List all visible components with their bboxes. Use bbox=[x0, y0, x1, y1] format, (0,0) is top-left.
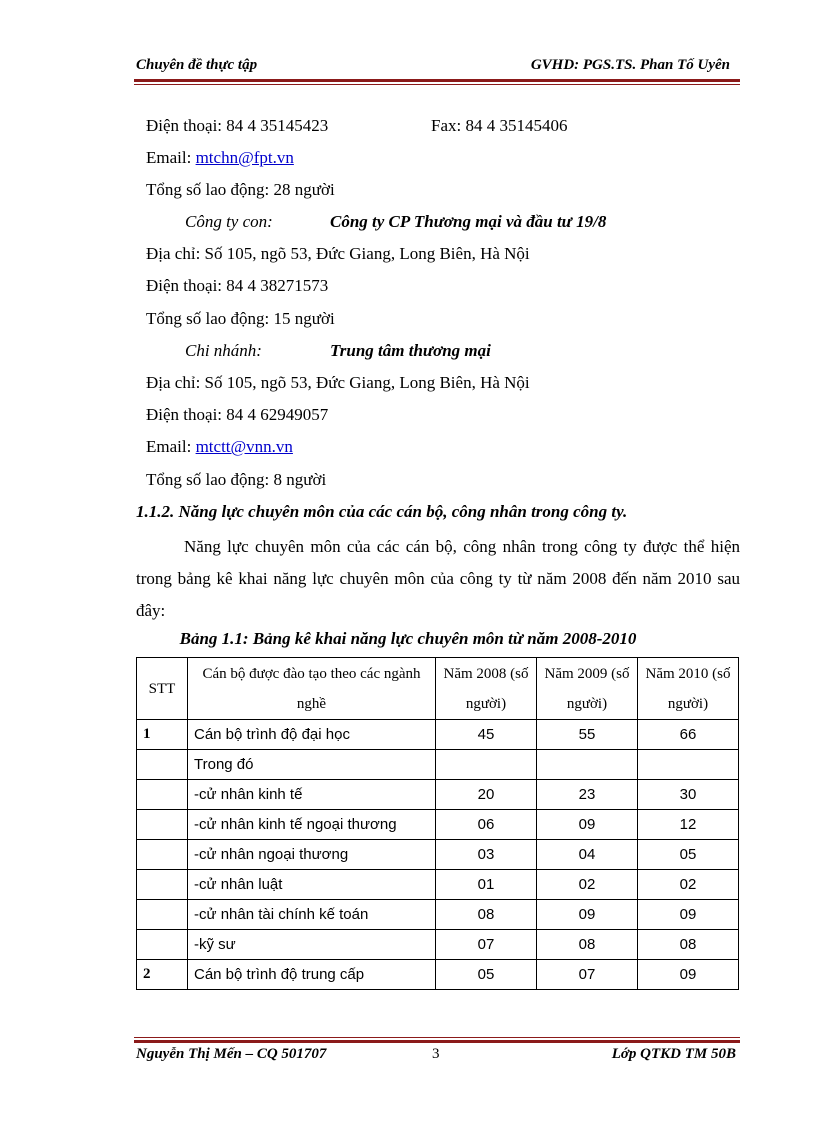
cell-stt bbox=[137, 870, 188, 900]
cell-2009: 09 bbox=[537, 900, 638, 930]
cell-2010 bbox=[638, 750, 739, 780]
cell-name: Cán bộ trình độ trung cấp bbox=[188, 960, 436, 990]
header-2009: Năm 2009 (số người) bbox=[537, 658, 638, 720]
cell-2010: 12 bbox=[638, 810, 739, 840]
cell-stt: 1 bbox=[137, 720, 188, 750]
table-header-row bbox=[137, 658, 739, 720]
cell-2009 bbox=[537, 750, 638, 780]
cell-name: -cử nhân kinh tế bbox=[188, 780, 436, 810]
section-paragraph bbox=[136, 531, 740, 627]
address-line-2: Địa chỉ: Số 105, ngõ 53, Đức Giang, Long Biên, Hà Nội bbox=[146, 373, 530, 392]
email-label-2: Email: bbox=[146, 437, 192, 456]
cell-2008: 05 bbox=[436, 960, 537, 990]
cell-2010: 05 bbox=[638, 840, 739, 870]
staff-line-3: Tổng số lao động: 8 người bbox=[146, 470, 327, 489]
cell-2009: 07 bbox=[537, 960, 638, 990]
header-name: Cán bộ được đào tạo theo các ngành nghề bbox=[188, 658, 436, 720]
staff-line-2: Tổng số lao động: 15 người bbox=[146, 309, 335, 328]
cell-name: Trong đó bbox=[188, 750, 436, 780]
table-row bbox=[137, 870, 739, 900]
section-heading: 1.1.2. Năng lực chuyên môn của các cán bộ, công nhân trong công ty. bbox=[136, 502, 628, 521]
footer-rule-thin bbox=[134, 1037, 740, 1038]
cell-2008: 07 bbox=[436, 930, 537, 960]
table-row bbox=[137, 900, 739, 930]
cell-stt: 2 bbox=[137, 960, 188, 990]
fax-line: Fax: 84 4 35145406 bbox=[431, 116, 568, 135]
cell-2008: 01 bbox=[436, 870, 537, 900]
table-row bbox=[137, 930, 739, 960]
address-line-1: Địa chỉ: Số 105, ngõ 53, Đức Giang, Long Biên, Hà Nội bbox=[146, 244, 530, 263]
branch-label: Chi nhánh: bbox=[185, 341, 262, 360]
cell-2009: 04 bbox=[537, 840, 638, 870]
header-stt: STT bbox=[137, 658, 188, 720]
cell-2009: 23 bbox=[537, 780, 638, 810]
table-row bbox=[137, 750, 739, 780]
cell-2010: 09 bbox=[638, 900, 739, 930]
cell-2009: 55 bbox=[537, 720, 638, 750]
footer-rule bbox=[134, 1040, 740, 1043]
cell-2008: 20 bbox=[436, 780, 537, 810]
cell-name: -kỹ sư bbox=[188, 930, 436, 960]
header-left: Chuyên đề thực tập bbox=[136, 57, 258, 73]
phone-line-1: Điện thoại: 84 4 35145423 bbox=[146, 116, 329, 135]
cell-2010: 08 bbox=[638, 930, 739, 960]
cell-2009: 08 bbox=[537, 930, 638, 960]
cell-stt bbox=[137, 900, 188, 930]
cell-2009: 09 bbox=[537, 810, 638, 840]
cell-name: Cán bộ trình độ đại học bbox=[188, 720, 436, 750]
competency-table bbox=[136, 657, 739, 990]
cell-2008 bbox=[436, 750, 537, 780]
phone-line-3: Điện thoại: 84 4 62949057 bbox=[146, 405, 329, 424]
cell-2008: 06 bbox=[436, 810, 537, 840]
header-2010: Năm 2010 (số người) bbox=[638, 658, 739, 720]
table-row bbox=[137, 720, 739, 750]
email-line-2 bbox=[146, 437, 293, 457]
table-row bbox=[137, 780, 739, 810]
cell-2010: 66 bbox=[638, 720, 739, 750]
branch-name: Trung tâm thương mại bbox=[330, 341, 491, 360]
cell-2008: 03 bbox=[436, 840, 537, 870]
footer-right: Lớp QTKD TM 50B bbox=[611, 1046, 736, 1062]
cell-2009: 02 bbox=[537, 870, 638, 900]
header-rule bbox=[134, 79, 740, 82]
table-row bbox=[137, 810, 739, 840]
email-link-1[interactable]: mtchn@fpt.vn bbox=[195, 148, 294, 167]
phone-line-2: Điện thoại: 84 4 38271573 bbox=[146, 276, 329, 295]
email-line-1 bbox=[146, 148, 294, 168]
cell-2010: 30 bbox=[638, 780, 739, 810]
table-caption: Bảng 1.1: Bảng kê khai năng lực chuyên môn từ năm 2008-2010 bbox=[179, 629, 637, 648]
cell-name: -cử nhân ngoại thương bbox=[188, 840, 436, 870]
email-link-2[interactable]: mtctt@vnn.vn bbox=[195, 437, 293, 456]
staff-line-1: Tổng số lao động: 28 người bbox=[146, 180, 335, 199]
cell-name: -cử nhân kinh tế ngoại thương bbox=[188, 810, 436, 840]
cell-name: -cử nhân luật bbox=[188, 870, 436, 900]
cell-stt bbox=[137, 810, 188, 840]
cell-stt bbox=[137, 840, 188, 870]
cell-2010: 09 bbox=[638, 960, 739, 990]
cell-2008: 08 bbox=[436, 900, 537, 930]
cell-stt bbox=[137, 750, 188, 780]
header-2008: Năm 2008 (số người) bbox=[436, 658, 537, 720]
page-number: 3 bbox=[432, 1046, 440, 1062]
table-row bbox=[137, 960, 739, 990]
email-label-1: Email: bbox=[146, 148, 192, 167]
header-rule-thin bbox=[134, 84, 740, 85]
subsidiary-name: Công ty CP Thương mại và đầu tư 19/8 bbox=[330, 212, 607, 231]
header-right: GVHD: PGS.TS. Phan Tố Uyên bbox=[530, 57, 730, 73]
table-row bbox=[137, 840, 739, 870]
cell-name: -cử nhân tài chính kế toán bbox=[188, 900, 436, 930]
cell-2010: 02 bbox=[638, 870, 739, 900]
footer-left: Nguyễn Thị Mến – CQ 501707 bbox=[136, 1046, 327, 1062]
subsidiary-label: Công ty con: bbox=[185, 212, 273, 231]
paragraph-text: Năng lực chuyên môn của các cán bộ, công nhân trong công ty được thể hiện trong bảng kê khai năng lực chuyên môn của công ty từ năm 2008 đến năm 2010 sau đây: bbox=[136, 537, 740, 620]
cell-2008: 45 bbox=[436, 720, 537, 750]
cell-stt bbox=[137, 930, 188, 960]
cell-stt bbox=[137, 780, 188, 810]
